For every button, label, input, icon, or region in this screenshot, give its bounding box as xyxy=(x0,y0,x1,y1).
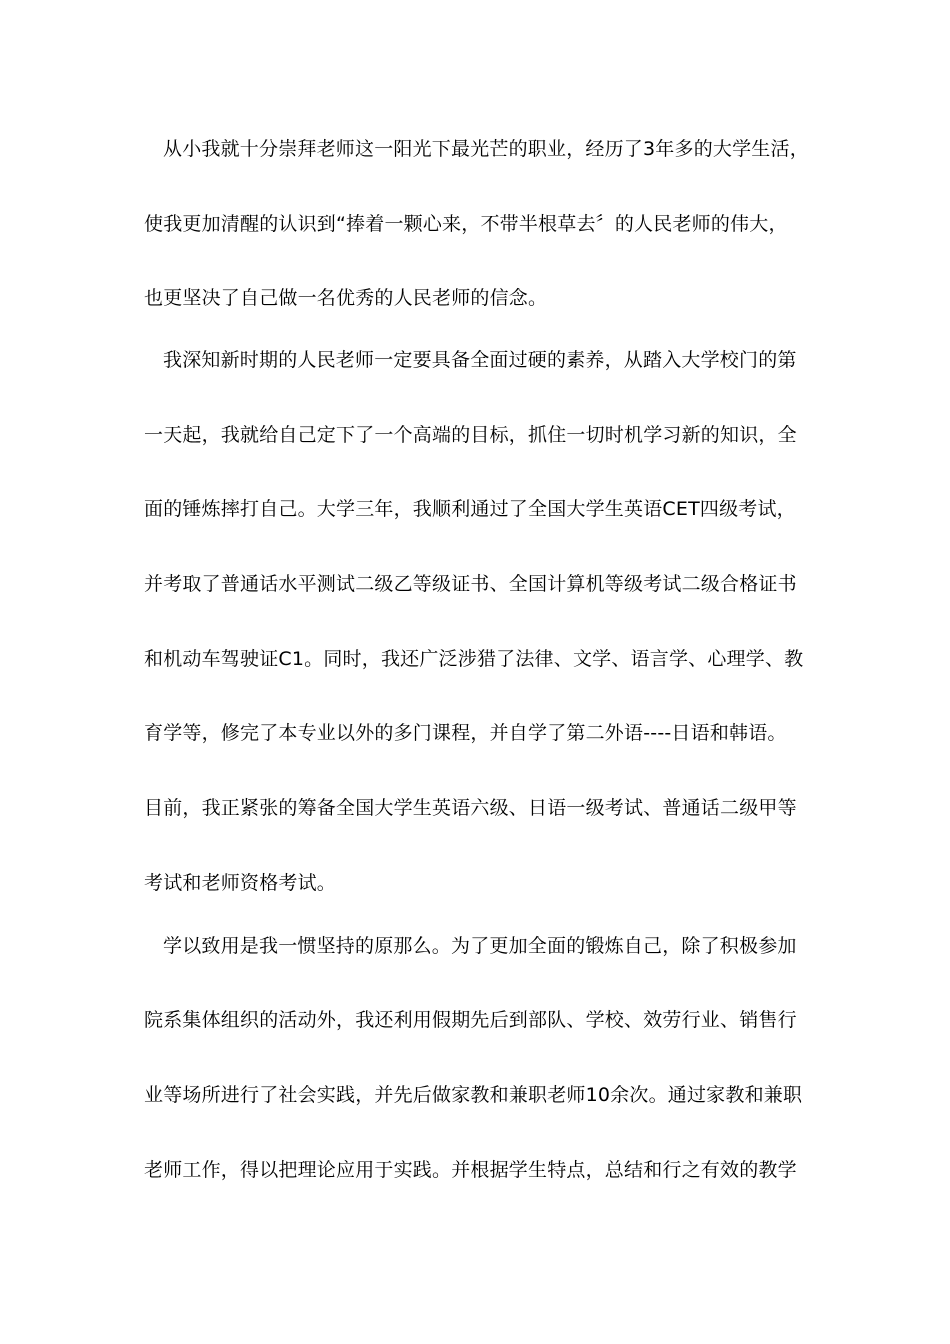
paragraph-1-line-2: 使我更加清醒的认识到“捧着一颗心来，不带半根草去〞的人民老师的伟大， xyxy=(144,213,788,235)
paragraph-2-line-4: 并考取了普通话水平测试二级乙等级证书、全国计算机等级考试二级合格证书 xyxy=(144,573,797,595)
paragraph-1-line-1: 从小我就十分崇拜老师这一阳光下最光芒的职业，经历了3年多的大学生活， xyxy=(163,138,809,160)
paragraph-2-line-6: 育学等，修完了本专业以外的多门课程，并自学了第二外语----日语和韩语。 xyxy=(144,722,787,744)
paragraph-3-line-2: 院系集体组织的活动外，我还利用假期先后到部队、学校、效劳行业、销售行 xyxy=(144,1009,797,1031)
paragraph-2-line-8: 考试和老师资格考试。 xyxy=(144,872,337,894)
paragraph-1-line-3: 也更坚决了自己做一名优秀的人民老师的信念。 xyxy=(144,287,548,309)
paragraph-3-line-4: 老师工作，得以把理论应用于实践。并根据学生特点，总结和行之有效的教学 xyxy=(144,1159,797,1181)
paragraph-2-line-7: 目前，我正紧张的筹备全国大学生英语六级、日语一级考试、普通话二级甲等 xyxy=(144,797,797,819)
paragraph-2-line-5: 和机动车驾驶证C1。同时，我还广泛涉猎了法律、文学、语言学、心理学、教 xyxy=(144,648,804,670)
paragraph-2-line-2: 一天起，我就给自己定下了一个高端的目标，抓住一切时机学习新的知识，全 xyxy=(144,424,797,446)
paragraph-3-line-1: 学以致用是我一惯坚持的原那么。为了更加全面的锻炼自己，除了积极参加 xyxy=(163,935,797,957)
paragraph-2-line-3: 面的锤炼摔打自己。大学三年，我顺利通过了全国大学生英语CET四级考试， xyxy=(144,498,796,520)
paragraph-3-line-3: 业等场所进行了社会实践，并先后做家教和兼职老师10余次。通过家教和兼职 xyxy=(144,1084,803,1106)
paragraph-2-line-1: 我深知新时期的人民老师一定要具备全面过硬的素养，从踏入大学校门的第 xyxy=(163,349,797,371)
